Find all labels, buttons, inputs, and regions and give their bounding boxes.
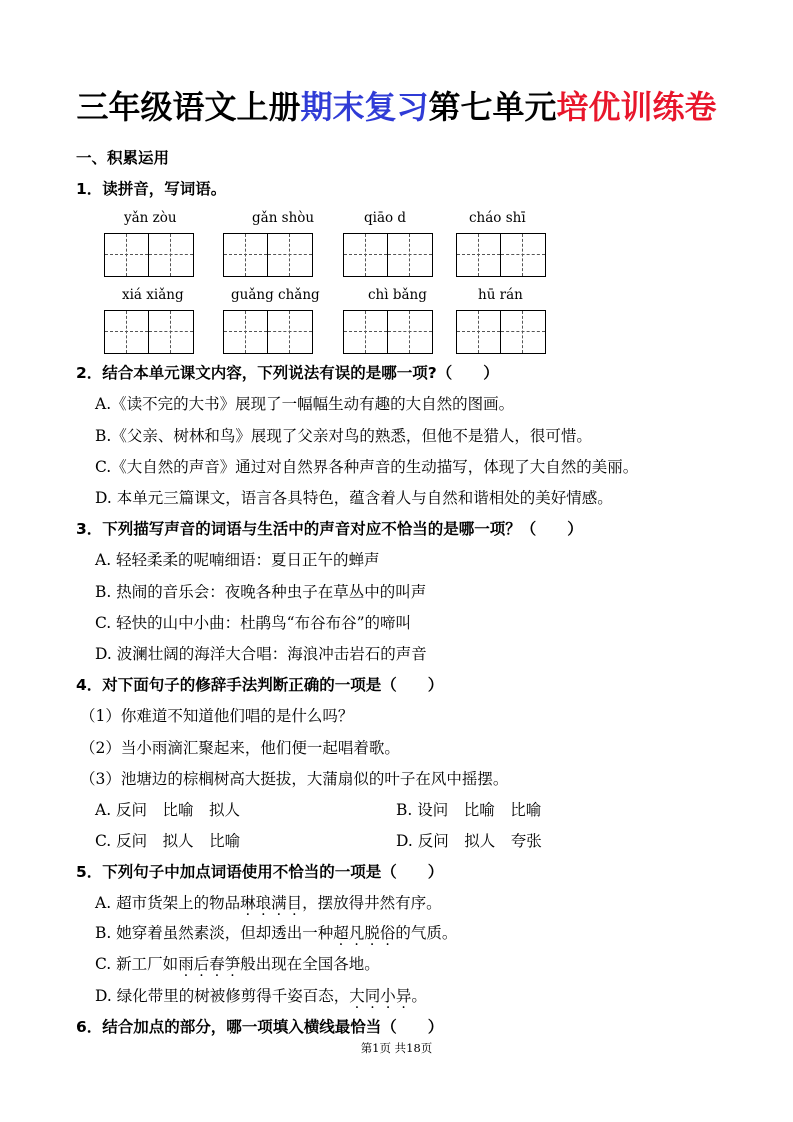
option-c[interactable]: C. 轻快的山中小曲：杜鹃鸟“布谷布谷”的啼叫 [95,614,412,632]
dotted-word: 琳琅满目 [240,894,303,912]
writing-grid[interactable] [456,310,546,354]
option-c[interactable]: C. 新工厂如雨后春笋般出现在全国各地。 [95,955,380,973]
question-1-stem: 1．读拼音，写词语。 [76,180,227,198]
writing-grid[interactable] [104,310,194,354]
option-b[interactable]: B. 设问 比喻 比喻 [396,801,542,819]
pinyin-label: qiāo d [364,210,407,226]
option-d[interactable]: D. 绿化带里的树被修剪得千姿百态，大同小异。 [95,987,427,1005]
question-5-stem: 5．下列句子中加点词语使用不恰当的一项是（ ） [76,863,444,881]
option-b[interactable]: B. 她穿着虽然素淡，但却透出一种超凡脱俗的气质。 [95,924,458,942]
pinyin-label: hū rán [478,287,523,303]
dotted-word: 大同小异 [349,987,412,1005]
writing-grid[interactable] [223,233,313,277]
sentence: （3）池塘边的棕榈树高大挺拔，大蒲扇似的叶子在风中摇摆。 [80,770,509,788]
writing-grid[interactable] [223,310,313,354]
question-6-stem: 6．结合加点的部分，哪一项填入横线最恰当（ ） [76,1018,444,1036]
option-d[interactable]: D. 波澜壮阔的海洋大合唱：海浪冲击岩石的声音 [95,645,427,663]
pinyin-label: chì bǎng [368,287,427,303]
option-a[interactable]: A. 超市货架上的物品琳琅满目，摆放得井然有序。 [95,894,442,912]
option-a[interactable]: A. 轻轻柔柔的呢喃细语：夏日正午的蝉声 [95,551,380,569]
writing-grid[interactable] [104,233,194,277]
pinyin-label: gǎn shòu [252,210,315,226]
section-heading: 一、积累运用 [76,149,170,167]
option-b[interactable]: B.《父亲、树林和鸟》展现了父亲对鸟的熟悉，但他不是猎人，很可惜。 [95,427,592,445]
option-c[interactable]: C.《大自然的声音》通过对自然界各种声音的生动描写，体现了大自然的美丽。 [95,458,639,476]
option-c[interactable]: C. 反问 拟人 比喻 [95,832,241,850]
writing-grid[interactable] [343,310,433,354]
dotted-word: 超凡脱俗 [333,924,396,942]
option-d[interactable]: D. 本单元三篇课文，语言各具特色，蕴含着人与自然和谐相处的美好情感。 [95,489,613,507]
dotted-word: 雨后春笋 [178,955,241,973]
writing-grid[interactable] [456,233,546,277]
option-b[interactable]: B. 热闹的音乐会：夜晚各种虫子在草丛中的叫声 [95,583,427,601]
sentence: （1）你难道不知道他们唱的是什么吗？ [80,707,354,725]
option-d[interactable]: D. 反问 拟人 夸张 [396,832,542,850]
question-3-stem: 3．下列描写声音的词语与生活中的声音对应不恰当的是哪一项？（ ） [76,520,583,538]
sentence: （2）当小雨滴汇聚起来，他们便一起唱着歌。 [80,739,400,757]
pinyin-label: yǎn zòu [124,210,177,226]
writing-grid[interactable] [343,233,433,277]
question-2-stem: 2．结合本单元课文内容，下列说法有误的是哪一项?（ ） [76,364,499,382]
option-a[interactable]: A.《读不完的大书》展现了一幅幅生动有趣的大自然的图画。 [95,395,515,413]
pinyin-label: cháo shī [469,210,526,226]
pinyin-label: xiá xiǎng [122,287,184,303]
pinyin-label: guǎng chǎng [231,287,320,303]
page-title: 三年级语文上册期末复习第七单元培优训练卷 [76,88,717,126]
page-footer: 第1页 共18页 [360,1041,433,1055]
question-4-stem: 4．对下面句子的修辞手法判断正确的一项是（ ） [76,676,444,694]
option-a[interactable]: A. 反问 比喻 拟人 [95,801,241,819]
